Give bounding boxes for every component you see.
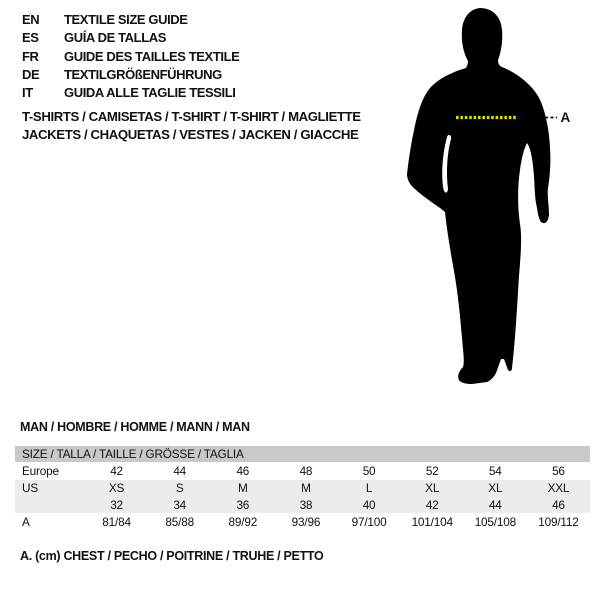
size-cell: L: [365, 481, 373, 495]
row-label: US: [22, 481, 38, 495]
language-row-it: [22, 84, 239, 102]
language-row-en: [22, 11, 239, 29]
size-cell: 54: [488, 464, 502, 478]
size-cell: 32: [110, 498, 123, 512]
language-code: IT: [22, 85, 33, 101]
language-title: GUIDE DES TAILLES TEXTILE: [64, 48, 240, 64]
size-cell: 40: [362, 498, 376, 512]
row-label: Europe: [22, 464, 59, 478]
language-code: EN: [22, 12, 40, 27]
size-cell: 85/88: [165, 515, 194, 529]
size-cell: 42: [425, 498, 439, 512]
language-row-de: [22, 66, 239, 84]
size-cell: S: [175, 481, 184, 495]
language-title: GUIDA ALLE TAGLIE TESSILI: [64, 85, 236, 101]
category-line-tshirts: T-SHIRTS / CAMISETAS / T-SHIRT / T-SHIRT / MAGLIETTE: [22, 109, 361, 124]
size-cell: 105/108: [474, 515, 516, 529]
size-cell: 38: [299, 498, 313, 512]
size-table: [15, 446, 590, 531]
size-table-header: SIZE / TALLA / TAILLE / GRÖSSE / TAGLIA: [15, 446, 590, 462]
category-line-jackets: JACKETS / CHAQUETAS / VESTES / JACKEN / GIACCHE: [22, 127, 359, 142]
size-cell: XL: [488, 481, 503, 495]
size-cell: XXL: [547, 481, 570, 495]
garment-categories: [22, 108, 361, 144]
size-cell: 101/104: [411, 515, 453, 529]
language-title: GUÍA DE TALLAS: [64, 30, 167, 46]
size-cell: 46: [236, 464, 250, 478]
size-cell: XS: [108, 481, 125, 495]
measurement-footnote: A. (cm) CHEST / PECHO / POITRINE / TRUHE / PETTO: [20, 549, 324, 563]
size-cell: 56: [552, 464, 565, 478]
language-title: TEXTILE SIZE GUIDE: [64, 12, 188, 27]
language-row-fr: [22, 48, 239, 66]
size-cell: 97/100: [351, 515, 387, 529]
language-title-list: [22, 11, 239, 102]
size-cell: 48: [299, 464, 313, 478]
man-silhouette: [407, 8, 550, 384]
size-cell: XL: [425, 481, 440, 495]
size-cell: M: [301, 481, 311, 495]
language-code: ES: [22, 30, 39, 46]
language-code: FR: [22, 48, 39, 64]
size-cell: 52: [425, 464, 439, 478]
measure-label-a: A: [560, 110, 571, 125]
size-cell: 89/92: [228, 515, 258, 529]
size-cell: 81/84: [102, 515, 131, 529]
size-cell: 93/96: [291, 515, 321, 529]
size-cell: 109/112: [538, 515, 579, 529]
language-row-es: [22, 29, 239, 47]
language-title: TEXTILGRÖßENFÜHRUNG: [64, 66, 222, 82]
size-cell: 44: [488, 498, 502, 512]
table-row-europe: [15, 462, 590, 480]
gender-heading: MAN / HOMBRE / HOMME / MANN / MAN: [20, 420, 250, 434]
size-cell: 46: [552, 498, 565, 512]
row-label: A: [22, 515, 30, 529]
size-cell: 34: [173, 498, 187, 512]
table-row-us-numeric: [15, 497, 590, 513]
table-row-us: [15, 480, 590, 497]
table-row-chest-a: [15, 513, 590, 531]
row-label: [15, 497, 85, 513]
size-cell: 50: [362, 464, 376, 478]
figure-area: [400, 0, 600, 400]
size-cell: M: [237, 481, 248, 495]
size-cell: 42: [110, 464, 123, 478]
language-code: DE: [22, 66, 40, 82]
size-cell: 44: [173, 464, 187, 478]
size-cell: 36: [236, 498, 250, 512]
